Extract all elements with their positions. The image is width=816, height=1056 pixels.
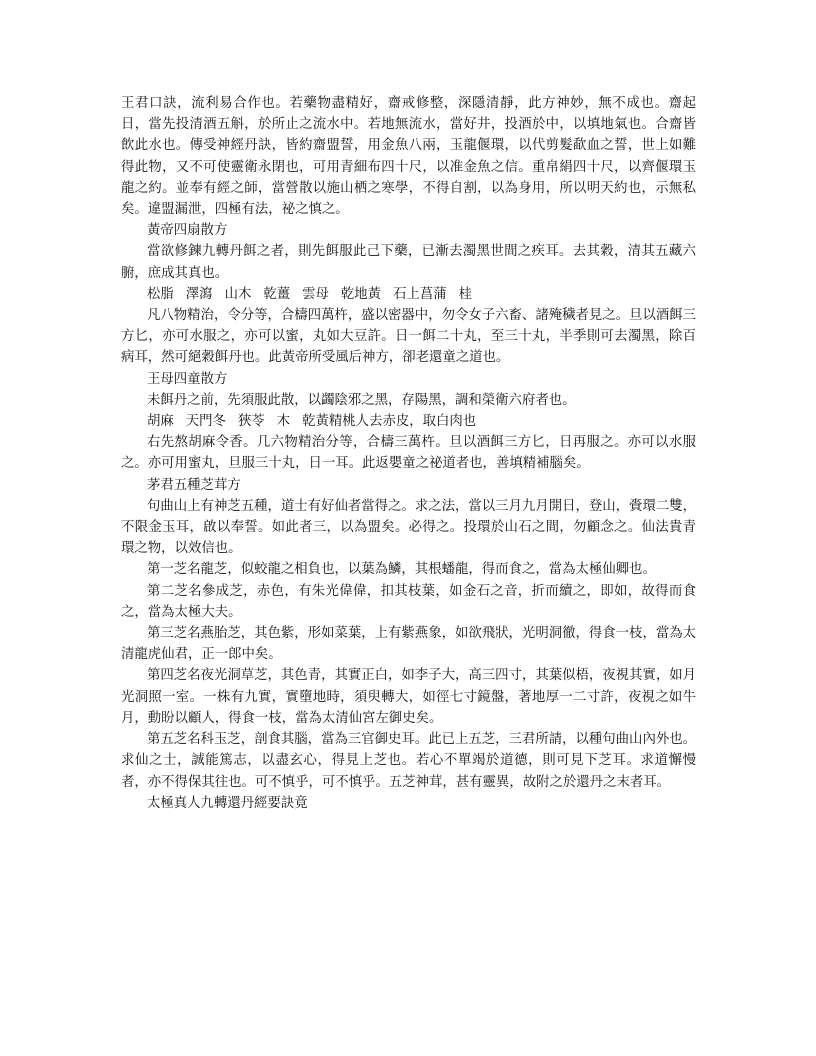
- section-title-maojun-zhi: 茅君五種芝茸方: [147, 477, 241, 493]
- ingredient-item: 石上菖蒲: [393, 286, 447, 302]
- ingredient-item: 木: [276, 414, 291, 430]
- section3-paragraph-4: 第三芝名燕胎芝，其色紫，形如菜葉，上有紫燕象，如欲飛狀，光明洞徹，得食一枝，當為太清龍虎仙君，正一郎中矣。: [121, 626, 697, 663]
- ingredient-item: 澤瀉: [185, 286, 213, 302]
- ingredient-item: 山木: [224, 286, 252, 302]
- ingredient-item: 乾薑: [263, 286, 291, 302]
- section2-ingredient-list: [121, 411, 696, 432]
- ingredient-item: 天門冬: [185, 414, 226, 430]
- intro-paragraph: 王君口訣，流利易合作也。若藥物盡精好，齋戒修整，深隱清靜，此方神妙，無不成也。齋起日，當先投清酒五斛，於所止之流水中。若地無流水，當好井，投酒於中，以填地氣也。合齋皆飲此水也。傳受神經丹訣，皆約齋盟誓，用金魚八兩，玉龍偃環，以代剪髮歃血之誓，世上如難得此物，又不可使靈衛永閉也，可用青細布四十尺，以准金魚之信。重帛絹四十尺，以齊偃環玉龍之約。並奉有經之師，當營散以施山栖之寒學，不得自割，以為身用，所以明天約也，示無私矣。違盟漏泄，四極有法，祕之慎之。: [121, 96, 696, 218]
- section2-paragraph-1: 未餌丹之前，先須服此散，以蠲陰邪之黑，存陽黑，調和榮衛六府者也。: [147, 392, 576, 408]
- document-page: [121, 93, 696, 814]
- ingredient-item: 松脂: [147, 286, 174, 302]
- section3-paragraph-2: 第一芝名龍芝，似蛟龍之相負也，以葉為鱗，其根蟠龍，得而食之，當為太極仙卿也。: [147, 562, 656, 578]
- ingredient-item: 狹苓: [237, 414, 265, 430]
- section2-paragraph-2: 右先熬胡麻令香。几六物精治分等，合檮三萬杵。旦以酒餌三方匕，日再服之。亦可以水服之。亦可用蜜丸，旦服三十丸，日一耳。此返嬰童之祕道者也，善填精補腦矣。: [121, 435, 696, 472]
- section3-paragraph-6: 第五芝名科玉芝，剖食其腦，當為三官御史耳。此已上五芝，三君所請，以種句曲山內外也。求仙之士，誠能篤志，以盡玄心，得見上芝也。若心不單竭於道德，則可見下芝耳。求道懈慢者，亦不得保其往也。可不慎乎，可不慎乎。五芝神茸，甚有靈異，故附之於還丹之末者耳。: [121, 732, 697, 790]
- section3-paragraph-5: 第四芝名夜光洞草芝，其色青，其實正白，如李子大，高三四寸，其葉似梧，夜視其實，如月光洞照一室。一株有九實，實墮地時，須臾轉大，如徑七寸鏡盤，著地厚一二寸許，夜視之如牛月，動盼以顧人，得食一枝，當為太清仙宮左御史矣。: [121, 668, 697, 726]
- section-title-huangdi-san: 黃帝四扇散方: [147, 223, 228, 239]
- section3-paragraph-1: 句曲山上有神芝五種，道士有好仙者當得之。求之法，當以三月九月開日，登山，賫環二雙，不限金玉耳，啟以奉誓。如此者三，以為盟矣。必得之。投環於山石之間，勿顧念之。仙法貴青環之物，以效信也。: [121, 498, 697, 557]
- ingredient-item: 雲母: [302, 286, 329, 302]
- section1-paragraph-2: 凡八物精治，令分等，合檮四萬杵，盛以密器中，勿令女子六畜、諸殗穢者見之。旦以酒餌三方匕，亦可水服之，亦可以蜜，丸如大豆許。日一餌二十丸，至三十丸，半季則可去濁黑，除百病耳，然可絕穀餌丹也。此黃帝所受風后神方，卻老還童之道也。: [121, 308, 697, 366]
- closing-title: 太極真人九轉還丹經要訣竟: [147, 795, 308, 811]
- section1-ingredient-list: [121, 284, 696, 305]
- ingredient-item: 乾黃精桃人去赤皮，取白肉也: [302, 414, 477, 430]
- section1-paragraph-1: 當欲修鍊九轉丹餌之者，則先餌服此己下藥，已漸去濁黑世間之疾耳。去其穀，清其五藏六腑，庶成其真也。: [121, 244, 696, 281]
- section-title-wangmu-san: 王母四童散方: [147, 371, 228, 387]
- ingredient-item: 桂: [458, 286, 473, 302]
- ingredient-item: 胡麻: [147, 414, 174, 430]
- section3-paragraph-3: 第二芝名參成芝，赤色，有朱光偉偉，扣其枝葉，如金石之音，折而續之，即如，故得而食之，當為太極大夫。: [121, 583, 696, 620]
- ingredient-item: 乾地黃: [340, 286, 382, 302]
